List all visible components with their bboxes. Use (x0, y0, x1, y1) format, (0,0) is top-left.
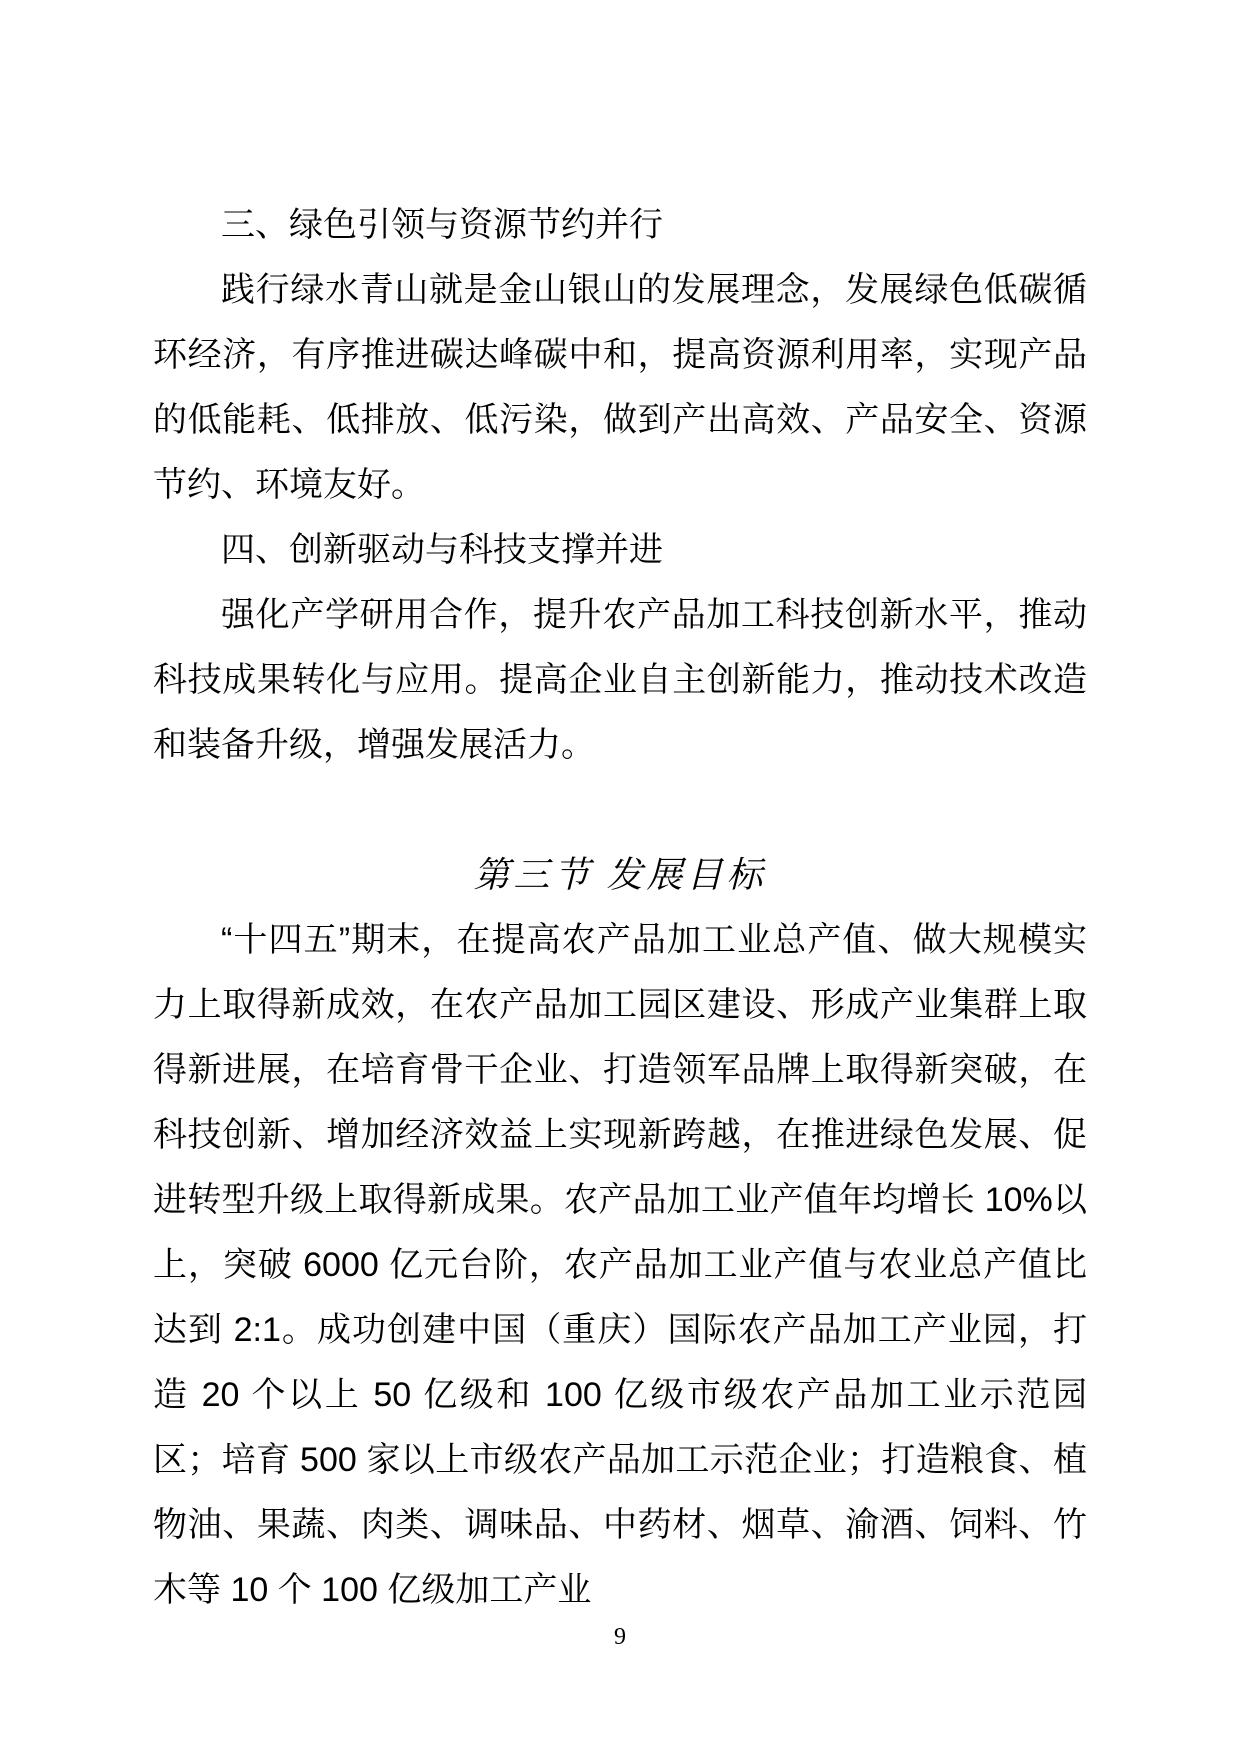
paragraph-innovation-support: 强化产学研用合作，提升农产品加工科技创新水平，推动科技成果转化与应用。提高企业自主创新能力，推动技术改造和装备升级，增强发展活力。 (153, 596, 1087, 764)
paragraph-green-development: 践行绿水青山就是金山银山的发展理念，发展绿色低碳循环经济，有序推进碳达峰碳中和，提高资源利用率，实现产品的低能耗、低排放、低污染，做到产出高效、产品安全、资源节约、环境友好。 (153, 271, 1087, 504)
page-number: 9 (614, 1624, 626, 1650)
heading-innovation-driven: 四、创新驱动与科技支撑并进 (221, 531, 663, 569)
document-body (153, 193, 1087, 1623)
paragraph-development-goals: “十四五”期末，在提高农产品加工业总产值、做大规模实力上取得新成效，在农产品加工园区建设、形成产业集群上取得新进展，在培育骨干企业、打造领军品牌上取得新突破，在科技创新、增加经济效益上实现新跨越，在推进绿色发展、促进转型升级上取得新成果。农产品加工业产值年均增长 10%以上，突破 6000 亿元台阶，农产品加工业产值与农业总产值比达到 2:1。成功创建中国（重庆）国际农产品加工产业园，打造 20 个以上 50 亿级和 100 亿级市级农产品加工业示范园区；培育 500 家以上市级农产品加工示范企业；打造粮食、植物油、果蔬、肉类、调味品、中药材、烟草、渝酒、饲料、竹木等 10 个 100 亿级加工产业 (153, 921, 1087, 1609)
heading-green-leading: 三、绿色引领与资源节约并行 (221, 206, 663, 244)
section-title-development-goals: 第三节 发展目标 (473, 855, 767, 895)
